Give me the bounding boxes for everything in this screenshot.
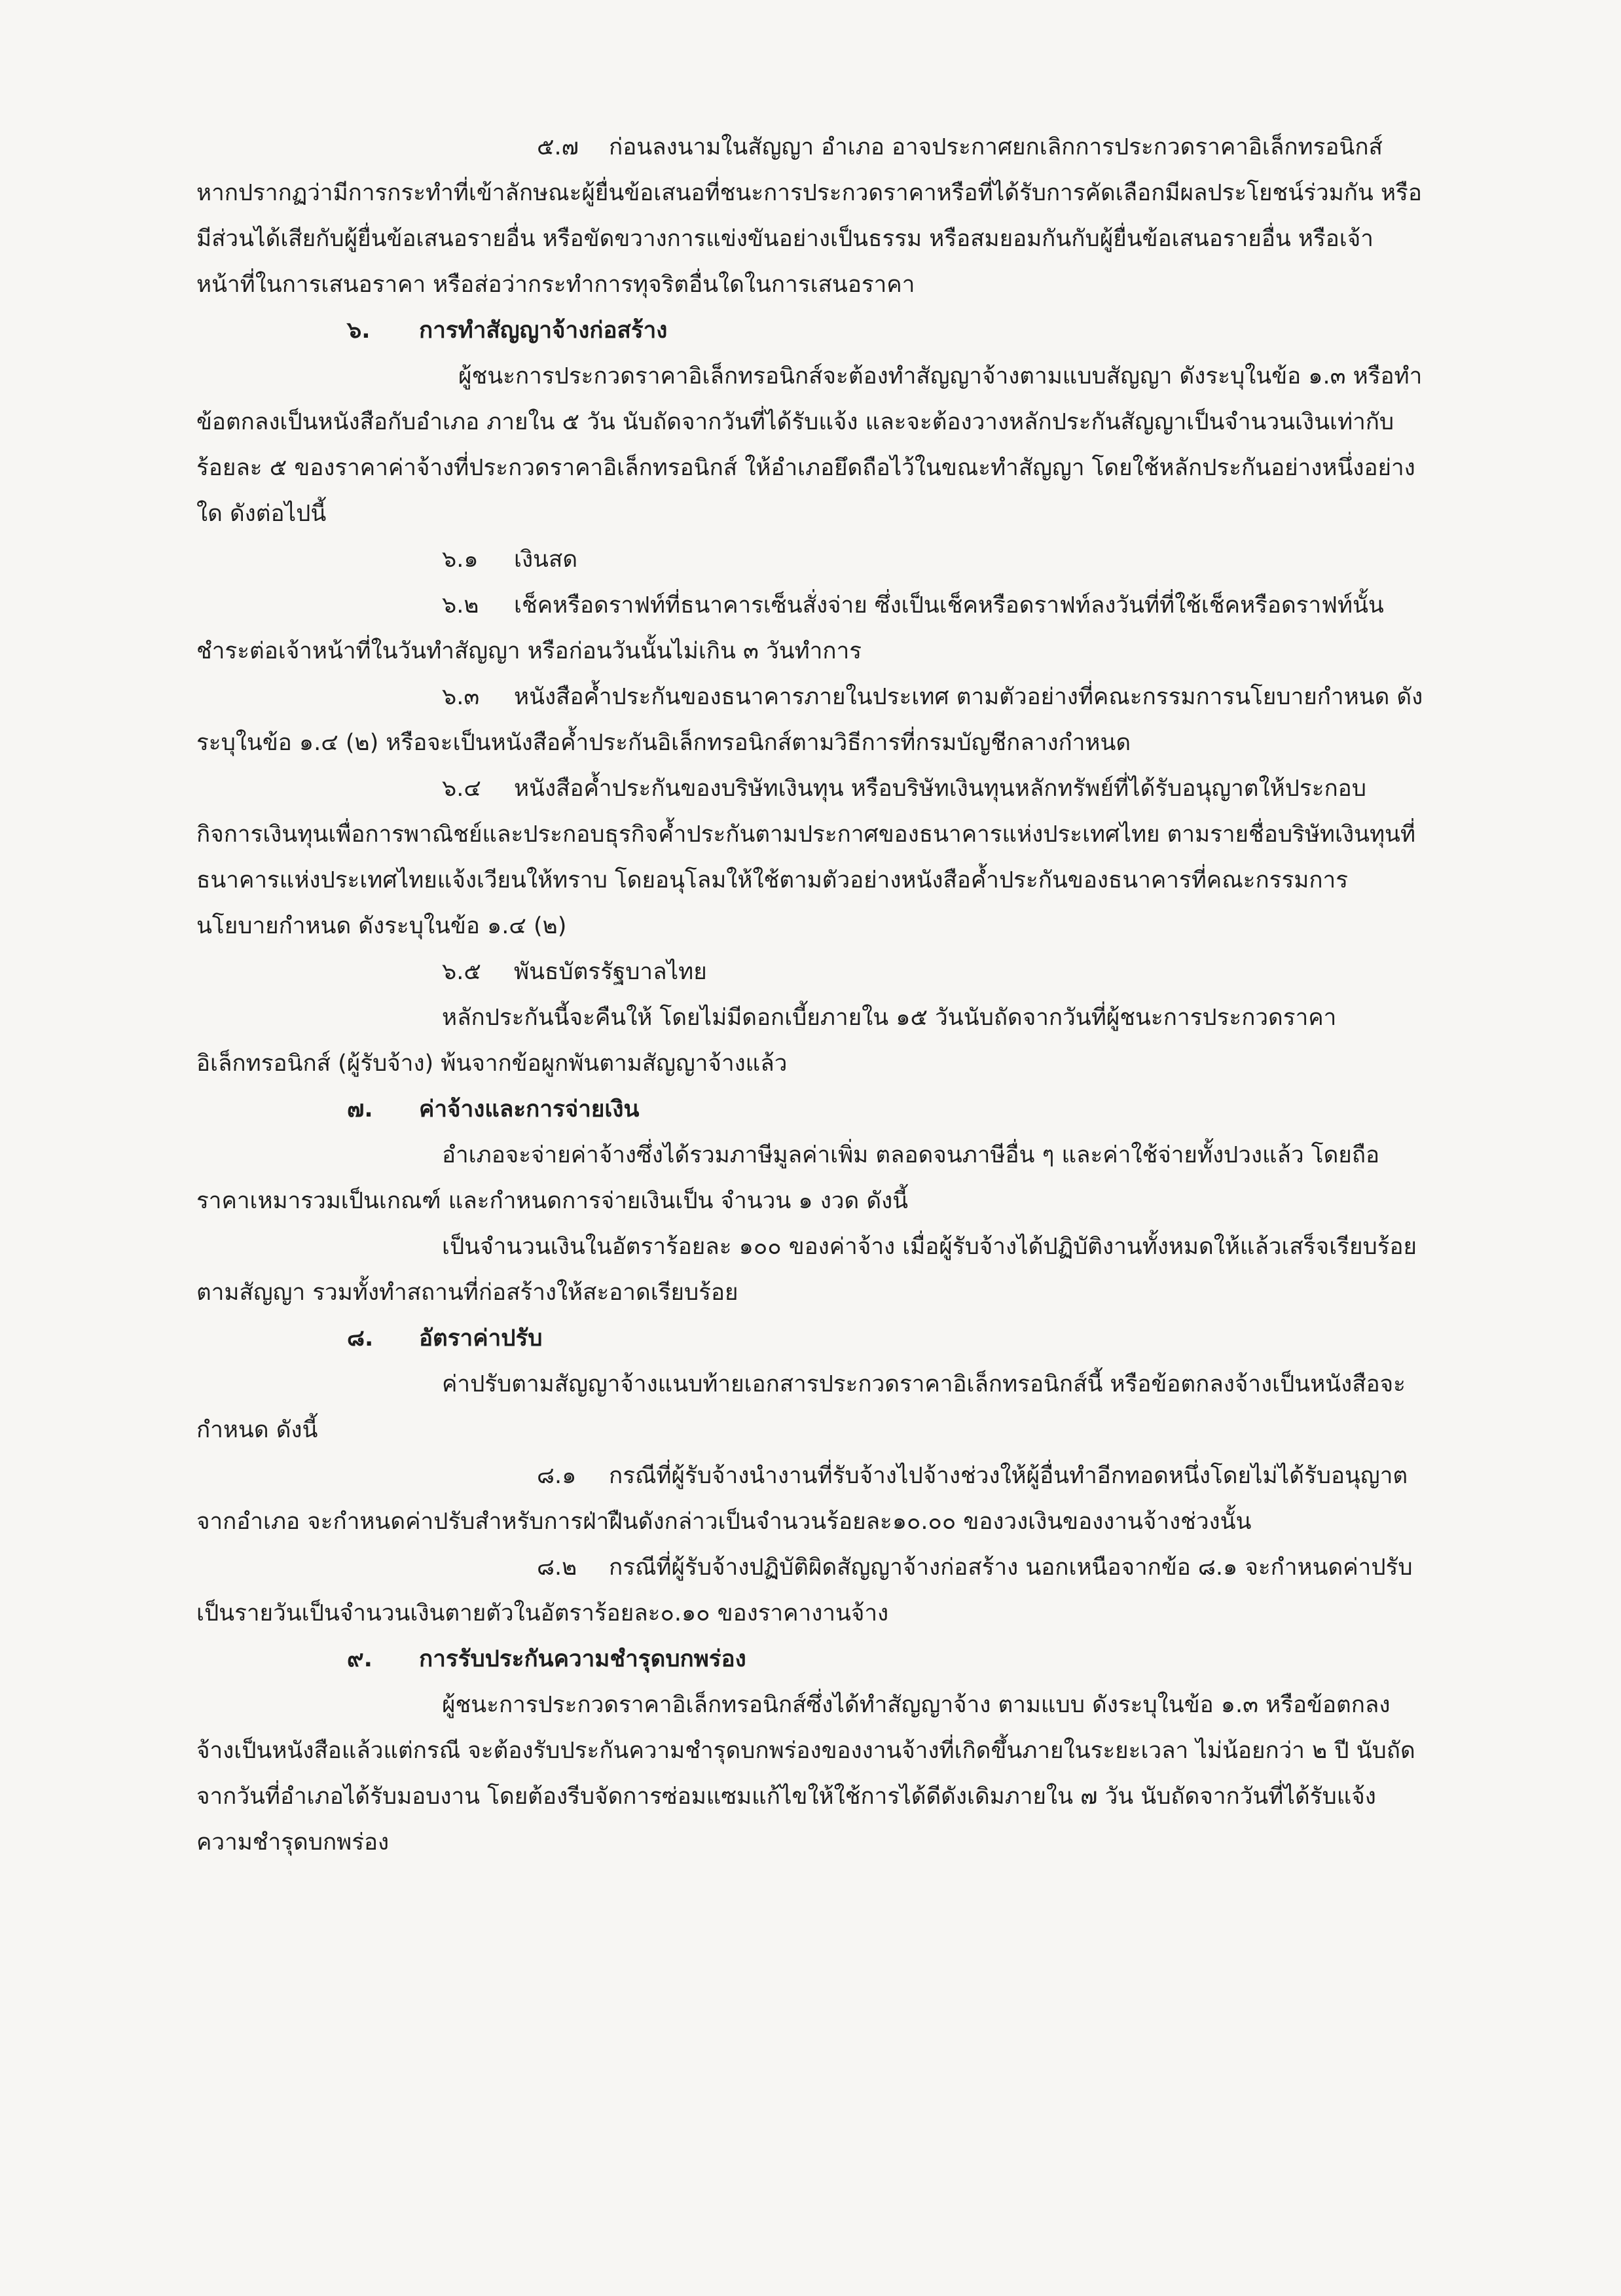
item-text: เช็คหรือดราฟท์ที่ธนาคารเซ็นสั่งจ่าย ซึ่งเป็นเช็คหรือดราฟท์ลงวันที่ที่ใช้เช็คหรือดราฟท์นั้น ชำระต่อเจ้าหน้าที่ในวันทำสัญญา หรือก่อนวันนั้นไม่เกิน ๓ วันทำการ [196,592,1384,664]
item-text: กรณีที่ผู้รับจ้างปฏิบัติผิดสัญญาจ้างก่อสร้าง นอกเหนือจากข้อ ๘.๑ จะกำหนดค่าปรับเป็นรายวันเป็นจำนวนเงินตายตัวในอัตราร้อยละ๐.๑๐ ของราคางานจ้าง [196,1554,1413,1626]
section-9-heading [347,1636,1425,1682]
item-6-1 [442,537,1425,583]
section-6-body: ผู้ชนะการประกวดราคาอิเล็กทรอนิกส์จะต้องทำสัญญาจ้างตามแบบสัญญา ดังระบุในข้อ ๑.๓ หรือทำข้อตกลงเป็นหนังสือกับอำเภอ ภายใน ๕ วัน นับถัดจากวันที่ได้รับแจ้ง และจะต้องวางหลักประกันสัญญาเป็นจำนวนเงินเท่ากับร้อยละ ๕ ของราคาค่าจ้างที่ประกวดราคาอิเล็กทรอนิกส์ ให้อำเภอยึดถือไว้ในขณะทำสัญญา โดยใช้หลักประกันอย่างหนึ่งอย่างใด ดังต่อไปนี้ [196,363,1423,527]
paragraph-text: ก่อนลงนามในสัญญา อำเภอ อาจประกาศยกเลิกการประกวดราคาอิเล็กทรอนิกส์ หากปรากฏว่ามีการกระทำที่เข้าลักษณะผู้ยื่นข้อเสนอที่ชนะการประกวดราคาหรือที่ได้รับการคัดเลือกมีผลประโยชน์ร่วมกัน หรือมีส่วนได้เสียกับผู้ยื่นข้อเสนอรายอื่น หรือขัดขวางการแข่งขันอย่างเป็นธรรม หรือสมยอมกันกับผู้ยื่นข้อเสนอรายอื่น หรือเจ้าหน้าที่ในการเสนอราคา หรือส่อว่ากระทำการทุจริตอื่นใดในการเสนอราคา [196,134,1422,298]
item-text: พันธบัตรรัฐบาลไทย [514,959,707,985]
section-title: การทำสัญญาจ้างก่อสร้าง [419,317,668,344]
item-6-5 [442,949,1425,995]
item-text: หนังสือค้ำประกันของธนาคารภายในประเทศ ตามตัวอย่างที่คณะกรรมการนโยบายกำหนด ดังระบุในข้อ ๑.๔ (๒) หรือจะเป็นหนังสือค้ำประกันอิเล็กทรอนิกส์ตามวิธีการที่กรมบัญชีกลางกำหนด [196,684,1423,756]
item-number: ๖.๓ [442,684,480,710]
item-number: ๖.๑ [442,547,479,573]
section-number: ๗. [347,1096,373,1122]
item-number: ๖.๒ [442,592,479,619]
item-6-2 [196,583,1425,674]
section-8-body: ค่าปรับตามสัญญาจ้างแนบท้ายเอกสารประกวดราคาอิเล็กทรอนิกส์นี้ หรือข้อตกลงจ้างเป็นหนังสือจะกำหนด ดังนี้ [196,1371,1406,1443]
item-number: ๕.๗ [537,134,579,160]
section-title: อัตราค่าปรับ [419,1325,543,1352]
item-6-4 [196,766,1425,949]
section-6-heading [347,308,1425,353]
section-number: ๖. [347,317,371,344]
section-6-closing: หลักประกันนี้จะคืนให้ โดยไม่มีดอกเบี้ยภายใน ๑๕ วันนับถัดจากวันที่ผู้ชนะการประกวดราคาอิเล็กทรอนิกส์ (ผู้รับจ้าง) พ้นจากข้อผูกพันตามสัญญาจ้างแล้ว [196,1005,1337,1077]
item-number: ๘.๒ [537,1554,577,1581]
item-8-2 [196,1545,1425,1636]
section-title: การรับประกันความชำรุดบกพร่อง [419,1646,746,1672]
item-number: ๖.๔ [442,776,481,802]
item-text: เงินสด [514,547,578,573]
section-number: ๘. [347,1325,374,1352]
item-8-1 [196,1453,1425,1545]
section-7-body-2: เป็นจำนวนเงินในอัตราร้อยละ ๑๐๐ ของค่าจ้าง เมื่อผู้รับจ้างได้ปฏิบัติงานทั้งหมดให้แล้วเสร็จเรียบร้อยตามสัญญา รวมทั้งทำสถานที่ก่อสร้างให้สะอาดเรียบร้อย [196,1234,1417,1306]
paragraph-5-7 [196,124,1425,308]
section-number: ๙. [347,1646,373,1672]
item-text: กรณีที่ผู้รับจ้างนำงานที่รับจ้างไปจ้างช่วงให้ผู้อื่นทำอีกทอดหนึ่งโดยไม่ได้รับอนุญาตจากอำเภอ จะกำหนดค่าปรับสำหรับการฝ่าฝืนดังกล่าวเป็นจำนวนร้อยละ๑๐.๐๐ ของวงเงินของงานจ้างช่วงนั้น [196,1463,1408,1535]
section-title: ค่าจ้างและการจ่ายเงิน [419,1096,640,1122]
section-7-heading [347,1086,1425,1132]
section-7-body-1: อำเภอจะจ่ายค่าจ้างซึ่งได้รวมภาษีมูลค่าเพิ่ม ตลอดจนภาษีอื่น ๆ และค่าใช้จ่ายทั้งปวงแล้ว โดยถือราคาเหมารวมเป็นเกณฑ์ และกำหนดการจ่ายเงินเป็น จำนวน ๑ งวด ดังนี้ [196,1142,1380,1214]
item-text: หนังสือค้ำประกันของบริษัทเงินทุน หรือบริษัทเงินทุนหลักทรัพย์ที่ได้รับอนุญาตให้ประกอบกิจการเงินทุนเพื่อการพาณิชย์และประกอบธุรกิจค้ำประกันตามประกาศของธนาคารแห่งประเทศไทย ตามรายชื่อบริษัทเงินทุนที่ธนาคารแห่งประเทศไทยแจ้งเวียนให้ทราบ โดยอนุโลมให้ใช้ตามตัวอย่างหนังสือค้ำประกันของธนาคารที่คณะกรรมการนโยบายกำหนด ดังระบุในข้อ ๑.๔ (๒) [196,776,1416,939]
item-number: ๘.๑ [537,1463,577,1489]
item-number: ๖.๕ [442,959,481,985]
item-6-3 [196,674,1425,766]
section-8-heading [347,1316,1425,1361]
section-9-body: ผู้ชนะการประกวดราคาอิเล็กทรอนิกส์ซึ่งได้ทำสัญญาจ้าง ตามแบบ ดังระบุในข้อ ๑.๓ หรือข้อตกลงจ้างเป็นหนังสือแล้วแต่กรณี จะต้องรับประกันความชำรุดบกพร่องของงานจ้างที่เกิดขึ้นภายในระยะเวลา ไม่น้อยกว่า ๒ ปี นับถัดจากวันที่อำเภอได้รับมอบงาน โดยต้องรีบจัดการซ่อมแซมแก้ไขให้ใช้การได้ดีดังเดิมภายใน ๗ วัน นับถัดจากวันที่ได้รับแจ้งความชำรุดบกพร่อง [196,1692,1415,1856]
